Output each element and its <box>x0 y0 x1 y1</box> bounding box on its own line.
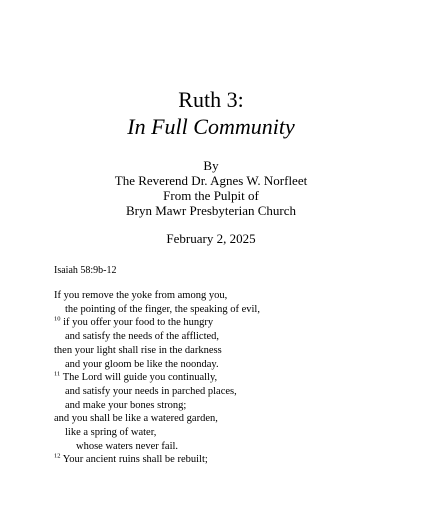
scripture-text <box>54 289 260 467</box>
verse-text: and satisfy your needs in parched places, <box>65 385 237 397</box>
byline-by: By <box>203 158 219 173</box>
scripture-line <box>54 453 260 467</box>
verse-text: the pointing of the finger, the speaking of evil, <box>65 303 260 315</box>
verse-number: 11 <box>54 370 61 378</box>
verse-text: then your light shall rise in the darkness <box>54 344 222 356</box>
verse-text: and satisfy the needs of the afflicted, <box>65 331 220 343</box>
verse-text: Your ancient ruins shall be rebuilt; <box>62 454 208 466</box>
verse-text: like a spring of water, <box>65 427 157 439</box>
scripture-line <box>54 399 260 413</box>
byline-church: Bryn Mawr Presbyterian Church <box>125 203 297 218</box>
scripture-line <box>54 440 260 454</box>
sermon-subtitle: In Full Community <box>127 114 295 139</box>
scripture-line <box>54 330 260 344</box>
scripture-line <box>54 358 260 372</box>
sermon-title: Ruth 3: <box>178 87 244 112</box>
verse-text: and make your bones strong; <box>65 399 187 411</box>
verse-text: The Lord will guide you continually, <box>62 372 218 384</box>
scripture-line <box>54 412 260 426</box>
verse-text: and you shall be like a watered garden, <box>54 413 218 425</box>
scripture-line <box>54 385 260 399</box>
byline-from: From the Pulpit of <box>163 188 259 203</box>
verse-number: 10 <box>54 315 61 323</box>
scripture-reference: Isaiah 58:9b-12 <box>54 265 117 276</box>
scripture-line <box>54 426 260 440</box>
verse-text: whose waters never fail. <box>76 440 179 452</box>
byline-author: The Reverend Dr. Agnes W. Norfleet <box>114 173 308 188</box>
verse-text: If you remove the yoke from among you, <box>54 290 228 301</box>
scripture-line <box>54 316 260 330</box>
scripture-line <box>54 344 260 358</box>
scripture-line <box>54 303 260 317</box>
verse-text: and your gloom be like the noonday. <box>65 358 219 370</box>
sermon-date: February 2, 2025 <box>166 231 256 246</box>
verse-number: 12 <box>54 452 61 460</box>
verse-text: if you offer your food to the hungry <box>63 317 214 329</box>
scripture-line <box>54 289 260 303</box>
scripture-line <box>54 371 260 385</box>
